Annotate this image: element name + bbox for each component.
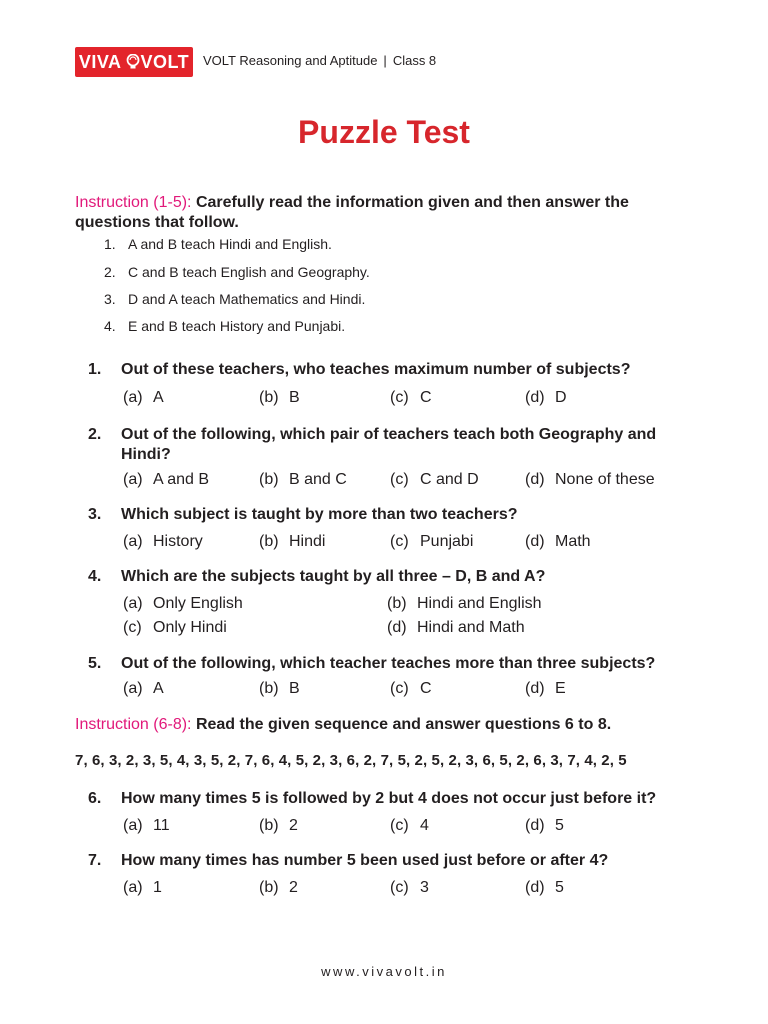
q2-option-c[interactable]: (c) C and D bbox=[390, 471, 479, 488]
q7-option-a[interactable]: (a) 1 bbox=[123, 879, 162, 896]
list-item: 2. C and B teach English and Geography. bbox=[104, 264, 370, 280]
q1-option-a[interactable]: (a) A bbox=[123, 389, 164, 406]
question-3: 3. Which subject is taught by more than two teachers? bbox=[88, 506, 518, 523]
question-2: 2. Out of the following, which pair of teachers teach both Geography and Hindi? bbox=[88, 426, 657, 463]
q2-option-d[interactable]: (d) None of these bbox=[525, 471, 655, 488]
question-4: 4. Which are the subjects taught by all three – D, B and A? bbox=[88, 568, 546, 585]
q5-option-d[interactable]: (d) E bbox=[525, 680, 566, 697]
q6-option-c[interactable]: (c) 4 bbox=[390, 817, 429, 834]
q3-option-b[interactable]: (b) Hindi bbox=[259, 533, 326, 550]
q5-option-a[interactable]: (a) A bbox=[123, 680, 164, 697]
instruction-1-5 bbox=[75, 193, 700, 233]
list-item: 3. D and A teach Mathematics and Hindi. bbox=[104, 291, 366, 307]
q3-option-d[interactable]: (d) Math bbox=[525, 533, 591, 550]
q5-option-b[interactable]: (b) B bbox=[259, 680, 300, 697]
facts-list bbox=[104, 236, 504, 336]
q7-option-b[interactable]: (b) 2 bbox=[259, 879, 298, 896]
q4-option-c[interactable]: (c) Only Hindi bbox=[123, 619, 227, 636]
header-separator: | bbox=[383, 53, 387, 68]
instruction-tag: Instruction (1-5): bbox=[75, 194, 192, 211]
q3-option-a[interactable]: (a) History bbox=[123, 533, 203, 550]
q1-option-b[interactable]: (b) B bbox=[259, 389, 300, 406]
instruction-text: Carefully read the information given and then answer the questions that follow. bbox=[75, 194, 629, 231]
header-title bbox=[203, 53, 436, 68]
q4-option-b[interactable]: (b) Hindi and English bbox=[387, 595, 542, 612]
q6-option-d[interactable]: (d) 5 bbox=[525, 817, 564, 834]
page-title: Puzzle Test bbox=[298, 114, 470, 150]
q1-option-d[interactable]: (d) D bbox=[525, 389, 567, 406]
q2-option-b[interactable]: (b) B and C bbox=[259, 471, 347, 488]
logo-text-volt: VOLT bbox=[140, 51, 190, 72]
question-6: 6. How many times 5 is followed by 2 but 4 does not occur just before it? bbox=[88, 790, 657, 807]
q4-option-d[interactable]: (d) Hindi and Math bbox=[387, 619, 525, 636]
q6-option-a[interactable]: (a) 11 bbox=[123, 817, 170, 834]
q1-option-c[interactable]: (c) C bbox=[390, 389, 432, 406]
q2-option-a[interactable]: (a) A and B bbox=[123, 471, 210, 488]
number-sequence: 7, 6, 3, 2, 3, 5, 4, 3, 5, 2, 7, 6, 4, 5, 2, 3, 6, 2, 7, 5, 2, 5, 2, 3, 6, 5, 2, 6, 3, 7, 4, 2, 5 bbox=[75, 752, 627, 769]
q5-option-c[interactable]: (c) C bbox=[390, 680, 432, 697]
q7-option-d[interactable]: (d) 5 bbox=[525, 879, 564, 896]
question-1: 1. Out of these teachers, who teaches maximum number of subjects? bbox=[88, 361, 631, 378]
list-item: 1. A and B teach Hindi and English. bbox=[104, 236, 332, 252]
footer-website[interactable]: www.vivavolt.in bbox=[321, 964, 447, 979]
instruction-tag: Instruction (6-8): bbox=[75, 716, 192, 733]
class-label: Class 8 bbox=[392, 53, 437, 68]
question-7: 7. How many times has number 5 been used just before or after 4? bbox=[88, 852, 609, 869]
logo-text-viva: VIVA bbox=[78, 51, 122, 72]
course-name: VOLT Reasoning and Aptitude bbox=[203, 53, 378, 68]
instruction-text: Read the given sequence and answer questions 6 to 8. bbox=[195, 716, 612, 733]
q7-option-c[interactable]: (c) 3 bbox=[390, 879, 429, 896]
list-item: 4. E and B teach History and Punjabi. bbox=[104, 318, 346, 334]
q4-option-a[interactable]: (a) Only English bbox=[123, 595, 243, 612]
question-5: 5. Out of the following, which teacher teaches more than three subjects? bbox=[88, 655, 656, 672]
vivavolt-logo bbox=[75, 47, 193, 77]
q3-option-c[interactable]: (c) Punjabi bbox=[390, 533, 474, 550]
instruction-6-8 bbox=[75, 715, 715, 735]
q6-option-b[interactable]: (b) 2 bbox=[259, 817, 298, 834]
bulb-icon bbox=[126, 54, 140, 70]
